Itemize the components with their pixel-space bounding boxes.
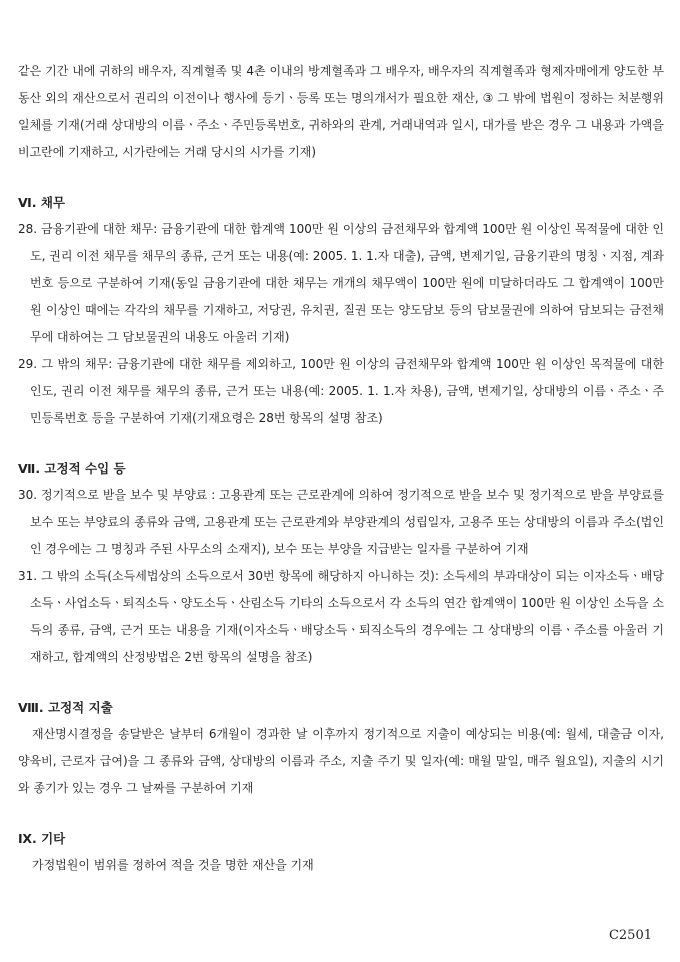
section-debts <box>18 189 664 432</box>
form-code: C2501 <box>608 928 652 943</box>
section-heading: Ⅵ. 채무 <box>18 195 65 210</box>
item-29: 29. 그 밖의 채무: 금융기관에 대한 채무를 제외하고, 100만 원 이상의 금전채무와 합계액 100만 원 이상인 목적물에 대한 인도, 권리 이전 채무를 채무의 종류, 근거 또는 내용(예: 2005. 1. 1.자 차용), 금액, 변제기일, 상대방의 이름ㆍ주소ㆍ주민등록번호 등을 구분하여 기재(기재요령은 28번 항목의 설명 참조) <box>18 357 664 425</box>
section-heading: Ⅶ. 고정적 수입 등 <box>18 461 126 476</box>
document-page <box>18 58 664 879</box>
section-fixed-expenses <box>18 694 664 802</box>
section-heading: Ⅷ. 고정적 지출 <box>18 700 113 715</box>
other-body: 가정법원이 범위를 정하여 적을 것을 명한 재산을 기재 <box>32 858 314 872</box>
item-30: 30. 정기적으로 받을 보수 및 부양료 : 고용관계 또는 근로관계에 의하여 정기적으로 받을 보수 및 정기적으로 받을 부양료를 보수 또는 부양료의 종류와 금액, 고용관계 또는 근로관계와 부양관계의 성립일자, 고용주 또는 상대방의 이름과 주소(법인인 경우에는 그 명칭과 주된 사무소의 소재지), 보수 또는 부양을 지급받는 일자를 구분하여 기재 <box>18 488 664 556</box>
section-other <box>18 825 664 879</box>
fixed-expenses-body: 재산명시결정을 송달받은 날부터 6개월이 경과한 날 이후까지 정기적으로 지출이 예상되는 비용(예: 월세, 대출금 이자, 양육비, 근로자 급여)을 그 종류와 금액, 상대방의 이름과 주소, 지출 주기 및 일자(예: 매월 말일, 매주 월요일), 지출의 시기와 종기가 있는 경우 그 날짜를 구분하여 기재 <box>18 727 664 795</box>
spacer <box>18 432 664 455</box>
item-31: 31. 그 밖의 소득(소득세법상의 소득으로서 30번 항목에 해당하지 아니하는 것): 소득세의 부과대상이 되는 이자소득ㆍ배당소득ㆍ사업소득ㆍ퇴직소득ㆍ양도소득ㆍ산림소득 기타의 소득으로서 각 소득의 연간 합계액이 100만 원 이상인 소득을 소득의 종류, 금액, 근거 또는 내용을 기재(이자소득ㆍ배당소득ㆍ퇴직소득의 경우에는 그 상대방의 이름ㆍ주소를 아울러 기재하고, 합계액의 산정방법은 2번 항목의 설명을 참조) <box>18 569 664 664</box>
section-fixed-income <box>18 455 664 671</box>
item-28: 28. 금융기관에 대한 채무: 금융기관에 대한 합계액 100만 원 이상의 금전채무와 합계액 100만 원 이상인 목적물에 대한 인도, 권리 이전 채무를 채무의 종류, 근거 또는 내용(예: 2005. 1. 1.자 대출), 금액, 변제기일, 금융기관의 명칭ㆍ지점, 계좌번호 등으로 구분하여 기재(동일 금융기관에 대한 채무는 개개의 채무액이 100만 원에 미달하더라도 그 합계액이 100만 원 이상인 때에는 각각의 채무를 기재하고, 저당권, 유치권, 질권 또는 양도담보 등의 담보물권에 의하여 담보되는 금전채무에 대하여는 그 담보물권의 내용도 아울러 기재) <box>18 222 664 344</box>
intro-paragraph: 같은 기간 내에 귀하의 배우자, 직계혈족 및 4촌 이내의 방계혈족과 그 배우자, 배우자의 직계혈족과 형제자매에게 양도한 부동산 외의 재산으로서 권리의 이전이나 행사에 등기ㆍ등록 또는 명의개서가 필요한 재산, ③ 그 밖에 법원이 정하는 처분행위 일체를 기재(거래 상대방의 이름ㆍ주소ㆍ주민등록번호, 귀하와의 관계, 거래내역과 일시, 대가를 받은 경우 그 내용과 가액을 비고란에 기재하고, 시가란에는 거래 당시의 시가를 기재) <box>18 64 664 159</box>
spacer <box>18 802 664 825</box>
section-heading: Ⅸ. 기타 <box>18 831 66 846</box>
spacer <box>18 671 664 694</box>
spacer <box>18 166 664 189</box>
